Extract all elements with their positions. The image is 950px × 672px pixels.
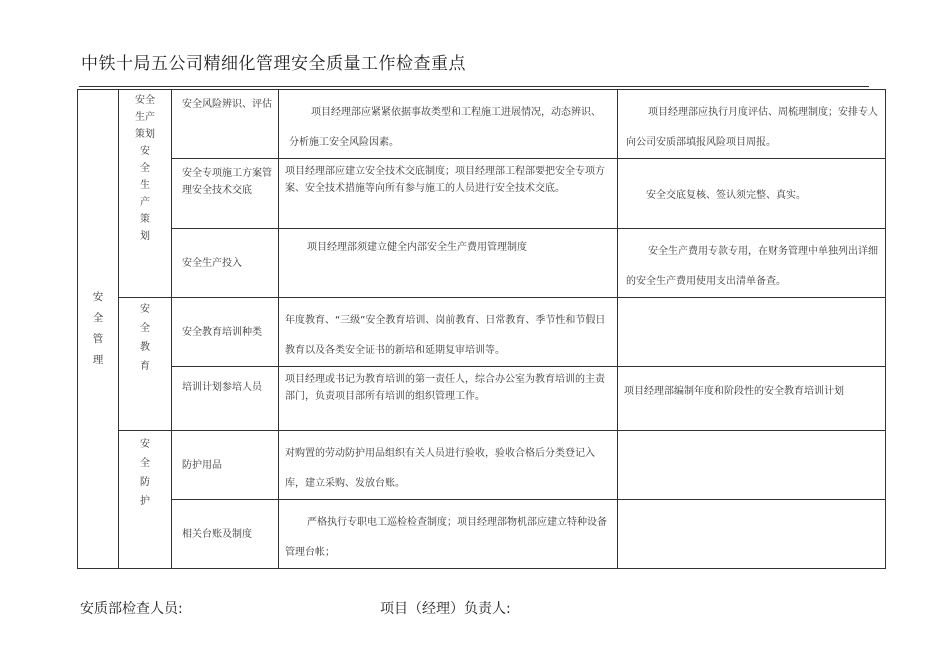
inspector-signature-label: 安质部检查人员: <box>80 601 183 617</box>
requirement-text: 严格执行专职电工巡检检查制度；项目经理部物机部应建立特种设备管理台帐； <box>285 517 607 558</box>
item-cell: 安全生产投入 <box>172 229 279 298</box>
category-label: 安 全 管 理 <box>92 291 104 366</box>
check-text: 项目经理部应执行月度评估、周梳理制度；安排专人向公司安质部填报风险项目周报。 <box>626 107 878 148</box>
table-row <box>78 367 886 431</box>
check-cell <box>618 431 886 500</box>
check-cell: 项目经理部编制年度和阶段性的安全教育培训计划 <box>618 367 886 431</box>
inspection-table <box>77 89 886 569</box>
requirement-cell: 对购置的劳动防护用品组织有关人员进行验收，验收合格后分类登记入库，建立采购、发放台账。 <box>279 431 618 500</box>
group-label: 安 全 教 育 <box>140 304 150 372</box>
check-cell <box>618 229 886 298</box>
manager-signature-label: 项目（经理）负责人: <box>380 601 511 617</box>
item-cell: 安全教育培训种类 <box>172 298 279 367</box>
table-row <box>78 298 886 367</box>
group-label: 安 全 防 护 <box>140 439 150 507</box>
requirement-cell <box>279 500 618 569</box>
item-cell: 防护用品 <box>172 431 279 500</box>
title-underline <box>79 86 869 87</box>
table-row <box>78 90 886 159</box>
requirement-cell: 项目经理或书记为教育培训的第一责任人，综合办公室为教育培训的主责部门，负责项目部所有培训的组织管理工作。 <box>279 367 618 431</box>
check-cell <box>618 298 886 367</box>
group-cell <box>119 298 172 431</box>
check-cell <box>618 159 886 229</box>
table-row <box>78 500 886 569</box>
item-cell: 培训计划参培人员 <box>172 367 279 431</box>
requirement-cell: 年度教育、“三级”安全教育培训、岗前教育、日常教育、季节性和节假日教育以及各类安全证书的新培和延期复审培训等。 <box>279 298 618 367</box>
check-cell <box>618 500 886 569</box>
group-label: 安全 生产 策划 安 全 生 产 策 划 <box>135 95 155 242</box>
group-cell <box>119 431 172 569</box>
group-cell <box>119 90 172 298</box>
requirement-text: 项目经理部须建立健全内部安全生产费用管理制度 <box>307 242 527 253</box>
requirement-text: 项目经理部应紧紧依据事故类型和工程施工进展情况，动态辨识、分析施工安全风险因素。 <box>289 107 601 148</box>
requirement-cell: 项目经理部应建立安全技术交底制度；项目经理部工程部要把安全专项方案、安全技术措施等向所有参与施工的人员进行安全技术交底。 <box>279 159 618 229</box>
table-row <box>78 159 886 229</box>
item-cell: 相关台账及制度 <box>172 500 279 569</box>
check-text: 安全交底复核、签认须完整、真实。 <box>646 190 806 201</box>
check-cell <box>618 90 886 159</box>
item-cell: 安全风险辨识、评估 <box>172 90 279 159</box>
check-text: 安全生产费用专款专用，在财务管理中单独列出详细的安全生产费用使用支出清单备查。 <box>626 246 878 287</box>
table-row <box>78 431 886 500</box>
category-cell <box>78 90 119 569</box>
table-row <box>78 229 886 298</box>
requirement-cell <box>279 229 618 298</box>
item-cell: 安全专项施工方案管理安全技术交底 <box>172 159 279 229</box>
requirement-cell <box>279 90 618 159</box>
document-title: 中铁十局五公司精细化管理安全质量工作检查重点 <box>81 54 466 74</box>
